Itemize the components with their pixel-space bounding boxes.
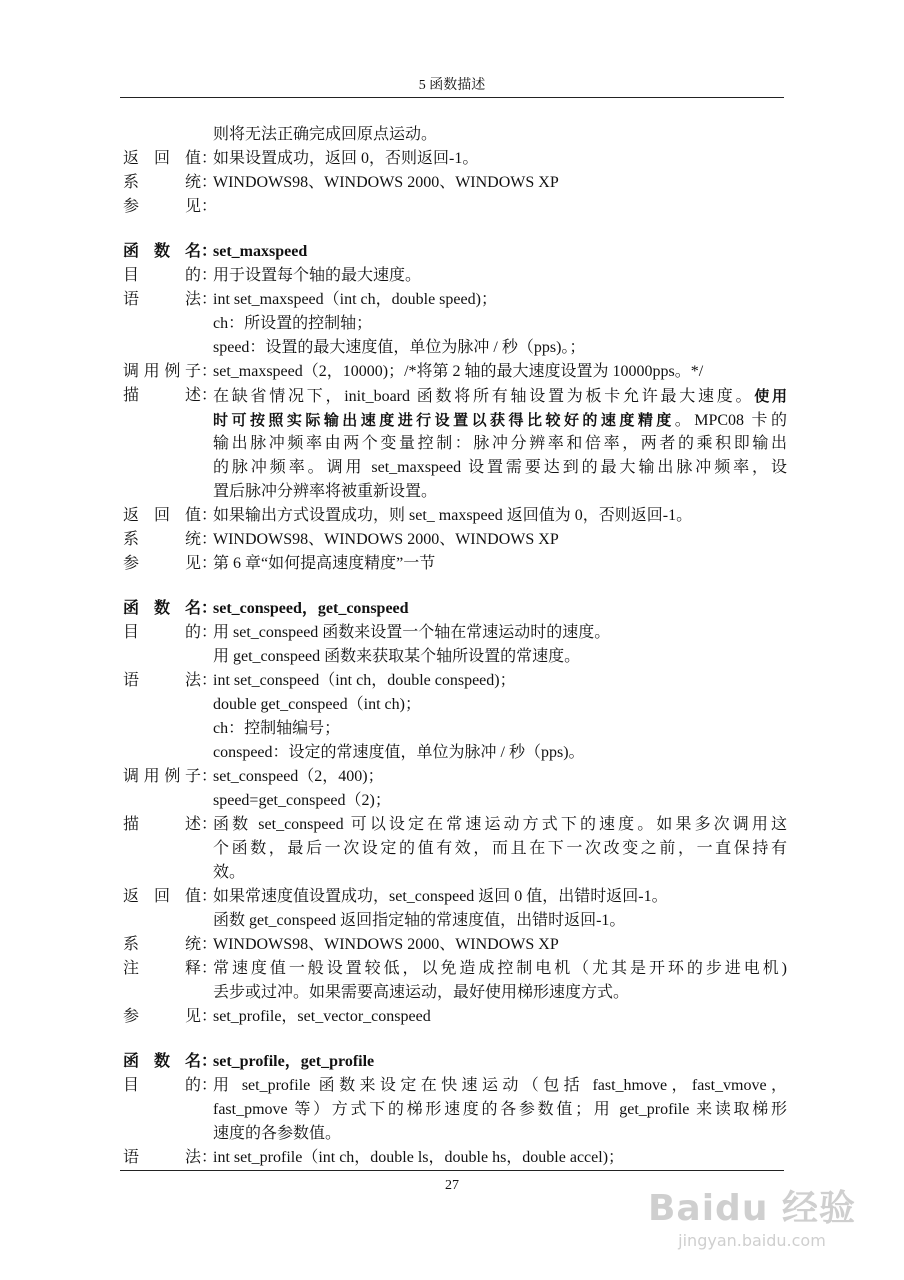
text-line — [123, 933, 787, 957]
text-line — [123, 528, 787, 552]
text-segment: ch：控制轴编号； — [213, 720, 341, 737]
header-rule — [120, 97, 784, 98]
field-label: 描述 — [123, 387, 201, 404]
field-label: 系统 — [123, 531, 201, 548]
field-text — [213, 645, 787, 669]
text-segment: int set_maxspeed（int ch，double speed)； — [213, 291, 497, 308]
field-colon: ： — [201, 1008, 218, 1025]
watermark — [648, 1180, 856, 1250]
text-segment: 速度的各参数值。 — [213, 1125, 342, 1142]
emphasized-text: 使用 — [754, 387, 787, 405]
field-label: 语法 — [123, 672, 201, 689]
text-segment: 第 6 章“如何提高速度精度”一节 — [213, 555, 436, 572]
text-segment: 丢步或过冲。如果需要高速运动，最好使用梯形速度方式。 — [213, 984, 630, 1001]
text-line — [123, 597, 787, 621]
field-colon: ： — [201, 531, 218, 548]
text-segment: int set_profile（int ch，double ls，double hs，double accel)； — [213, 1149, 625, 1166]
field-text — [213, 195, 787, 219]
field-text — [213, 1098, 787, 1122]
field-colon: ： — [201, 243, 218, 260]
field-text — [213, 147, 787, 171]
text-segment: conspeed：设定的常速度值，单位为脉冲 / 秒（pps)。 — [213, 744, 585, 761]
section-gap — [123, 576, 787, 597]
field-text — [213, 669, 787, 693]
field-label: 系统 — [123, 174, 201, 191]
field-text — [213, 480, 787, 504]
field-text — [213, 384, 787, 408]
section-gap — [123, 219, 787, 240]
field-label: 语法 — [123, 291, 201, 308]
field-text — [213, 1074, 787, 1098]
field-colon: ： — [201, 816, 218, 833]
field-colon: ： — [201, 960, 218, 977]
field-colon: ： — [201, 1149, 218, 1166]
text-line — [123, 1074, 787, 1098]
field-colon: ： — [201, 1077, 218, 1094]
footer-rule — [120, 1170, 784, 1171]
text-line — [123, 480, 787, 504]
text-line — [123, 264, 787, 288]
field-text — [213, 456, 787, 480]
text-line — [123, 240, 787, 264]
field-text — [213, 717, 787, 741]
field-colon: ： — [201, 507, 218, 524]
field-label: 目的 — [123, 1077, 201, 1094]
page-number: 27 — [445, 1178, 459, 1193]
field-text — [213, 1005, 787, 1029]
text-line — [123, 336, 787, 360]
field-text — [213, 789, 787, 813]
text-segment: set_conspeed（2，400)； — [213, 768, 384, 785]
text-line — [123, 312, 787, 336]
field-text — [213, 741, 787, 765]
field-text — [213, 693, 787, 717]
text-segment: 用 set_profile 函数来设定在快速运动（包括 fast_hmove，fast_vmove， — [213, 1077, 787, 1094]
field-text — [213, 933, 787, 957]
field-text — [213, 621, 787, 645]
text-segment: 常速度值一般设置较低，以免造成控制电机（尤其是开环的步进电机) — [213, 960, 787, 977]
field-text — [213, 528, 787, 552]
watermark-url: jingyan.baidu.com — [678, 1231, 826, 1250]
text-line — [123, 195, 787, 219]
field-colon: ： — [201, 624, 218, 641]
text-line — [123, 552, 787, 576]
emphasized-text: set_conspeed，get_conspeed — [213, 600, 409, 617]
emphasized-text: set_maxspeed — [213, 243, 308, 260]
field-text — [213, 597, 787, 621]
document-body — [123, 123, 787, 1170]
field-text — [213, 1050, 787, 1074]
text-segment: speed：设置的最大速度值，单位为脉冲 / 秒（pps)。； — [213, 339, 586, 356]
text-line — [123, 885, 787, 909]
text-segment: 用 set_conspeed 函数来设置一个轴在常速运动时的速度。 — [213, 624, 611, 641]
text-line — [123, 456, 787, 480]
field-text — [213, 552, 787, 576]
field-label: 目的 — [123, 267, 201, 284]
field-text — [213, 504, 787, 528]
field-label: 参见 — [123, 1008, 201, 1025]
text-line — [123, 147, 787, 171]
field-label: 注释 — [123, 960, 201, 977]
text-segment: 如果设置成功，返回 0，否则返回-1。 — [213, 150, 479, 167]
field-text — [213, 837, 787, 861]
watermark-logo: Baidu 经验 — [647, 1188, 856, 1229]
text-line — [123, 909, 787, 933]
text-segment: speed=get_conspeed（2)； — [213, 792, 391, 809]
text-line — [123, 645, 787, 669]
field-label: 目的 — [123, 624, 201, 641]
text-line — [123, 789, 787, 813]
field-label: 返回值 — [123, 150, 201, 167]
emphasized-text: set_profile，get_profile — [213, 1053, 375, 1070]
field-text — [213, 408, 787, 432]
text-line — [123, 981, 787, 1005]
text-line — [123, 765, 787, 789]
text-line — [123, 957, 787, 981]
text-segment: WINDOWS98、WINDOWS 2000、WINDOWS XP — [213, 174, 559, 191]
text-segment: 则将无法正确完成回原点运动。 — [213, 126, 438, 143]
text-segment: 函数 set_conspeed 可以设定在常速运动方式下的速度。如果多次调用这 — [213, 816, 787, 833]
text-line — [123, 432, 787, 456]
field-label: 参见 — [123, 198, 201, 215]
text-line — [123, 621, 787, 645]
field-label: 参见 — [123, 555, 201, 572]
text-segment: 函数 get_conspeed 返回指定轴的常速度值，出错时返回-1。 — [213, 912, 626, 929]
text-segment: 。MPC08 卡的 — [674, 412, 787, 429]
field-label: 返回值 — [123, 888, 201, 905]
field-colon: ： — [201, 600, 218, 617]
field-text — [213, 1122, 787, 1146]
text-segment: int set_conspeed（int ch，double conspeed)； — [213, 672, 516, 689]
field-label: 返回值 — [123, 507, 201, 524]
text-line — [123, 813, 787, 837]
text-line — [123, 693, 787, 717]
field-text — [213, 336, 787, 360]
field-text — [213, 813, 787, 837]
field-colon: ： — [201, 267, 218, 284]
text-segment: set_maxspeed（2，10000)；/*将第 2 轴的最大速度设置为 10000pps。*/ — [213, 363, 704, 380]
text-segment: 用 get_conspeed 函数来获取某个轴所设置的常速度。 — [213, 648, 581, 665]
field-colon: ： — [201, 888, 218, 905]
field-colon: ： — [201, 363, 218, 380]
text-segment: fast_pmove 等）方式下的梯形速度的各参数值；用 get_profile 来读取梯形 — [213, 1101, 787, 1118]
text-line — [123, 360, 787, 384]
text-segment: double get_conspeed（int ch)； — [213, 696, 421, 713]
field-colon: ： — [201, 1053, 218, 1070]
text-line — [123, 1098, 787, 1122]
field-text — [213, 765, 787, 789]
text-segment: set_profile，set_vector_conspeed — [213, 1008, 431, 1025]
text-segment: 用于设置每个轴的最大速度。 — [213, 267, 422, 284]
field-text — [213, 240, 787, 264]
text-segment: 的脉冲频率。调用 set_maxspeed 设置需要达到的最大输出脉冲频率，设 — [213, 459, 787, 476]
text-line — [123, 669, 787, 693]
emphasized-text: 时可按照实际输出速度进行设置以获得比较好的速度精度 — [213, 411, 675, 429]
field-text — [213, 171, 787, 195]
field-colon: ： — [201, 387, 218, 404]
text-segment: 置后脉冲分辨率将被重新设置。 — [213, 483, 438, 500]
field-text — [213, 981, 787, 1005]
field-text — [213, 861, 787, 885]
field-label: 描述 — [123, 816, 201, 833]
section-gap — [123, 1029, 787, 1050]
text-segment: ch：所设置的控制轴； — [213, 315, 373, 332]
field-colon: ： — [201, 150, 218, 167]
text-line — [123, 123, 787, 147]
field-colon: ： — [201, 768, 218, 785]
text-line — [123, 408, 787, 432]
field-text — [213, 288, 787, 312]
text-segment: 如果常速度值设置成功，set_conspeed 返回 0 值，出错时返回-1。 — [213, 888, 668, 905]
field-text — [213, 123, 787, 147]
field-text — [213, 360, 787, 384]
field-text — [213, 1146, 787, 1170]
field-colon: ： — [201, 174, 218, 191]
text-line — [123, 384, 787, 408]
text-segment: 效。 — [213, 864, 246, 881]
text-segment: 个函数，最后一次设定的值有效，而且在下一次改变之前，一直保持有 — [213, 840, 787, 857]
field-label: 调用例子 — [123, 768, 201, 785]
text-segment: WINDOWS98、WINDOWS 2000、WINDOWS XP — [213, 531, 559, 548]
field-label: 语法 — [123, 1149, 201, 1166]
text-segment: WINDOWS98、WINDOWS 2000、WINDOWS XP — [213, 936, 559, 953]
text-line — [123, 741, 787, 765]
field-colon: ： — [201, 198, 218, 215]
field-label: 调用例子 — [123, 363, 201, 380]
text-line — [123, 504, 787, 528]
field-text — [213, 885, 787, 909]
field-label: 函数名 — [123, 600, 201, 617]
text-line — [123, 837, 787, 861]
field-colon: ： — [201, 672, 218, 689]
text-segment: 在缺省情况下，init_board 函数将所有轴设置为板卡允许最大速度。 — [213, 388, 755, 405]
field-text — [213, 957, 787, 981]
text-line — [123, 1146, 787, 1170]
field-label: 函数名 — [123, 243, 201, 260]
text-line — [123, 288, 787, 312]
field-text — [213, 909, 787, 933]
field-colon: ： — [201, 555, 218, 572]
field-colon: ： — [201, 936, 218, 953]
field-label: 函数名 — [123, 1053, 201, 1070]
text-segment: 输出脉冲频率由两个变量控制：脉冲分辨率和倍率，两者的乘积即输出 — [213, 435, 787, 452]
field-text — [213, 312, 787, 336]
text-line — [123, 171, 787, 195]
text-line — [123, 1050, 787, 1074]
field-text — [213, 264, 787, 288]
text-line — [123, 717, 787, 741]
text-line — [123, 1005, 787, 1029]
text-line — [123, 861, 787, 885]
text-line — [123, 1122, 787, 1146]
field-text — [213, 432, 787, 456]
field-colon: ： — [201, 291, 218, 308]
text-segment: 如果输出方式设置成功，则 set_ maxspeed 返回值为 0，否则返回-1。 — [213, 507, 693, 524]
running-header: 5 函数描述 — [418, 78, 486, 93]
field-label: 系统 — [123, 936, 201, 953]
